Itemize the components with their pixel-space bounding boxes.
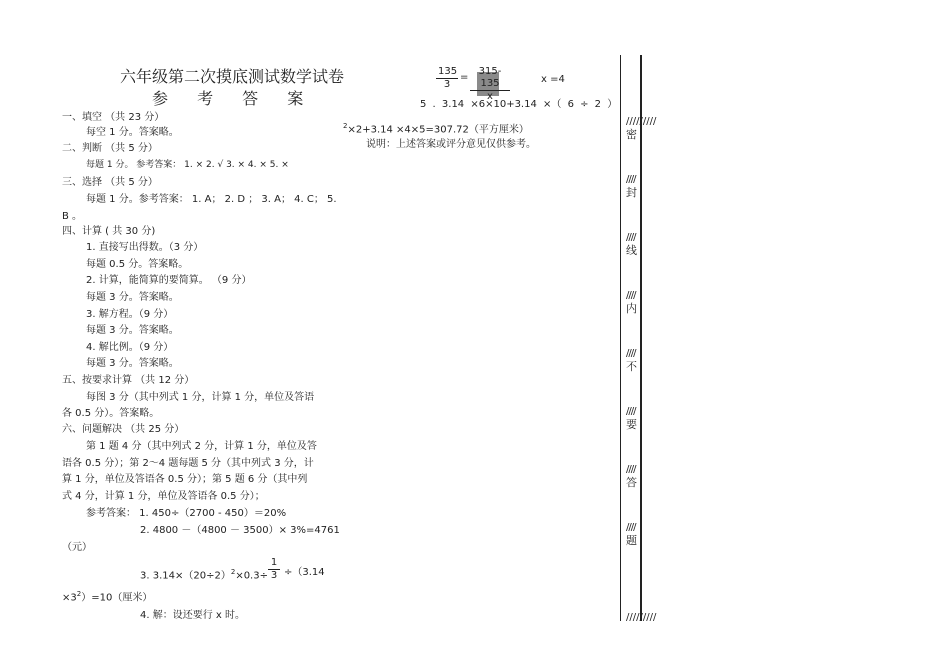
answer-5-cont	[343, 120, 529, 136]
section-3-body-cont: B 。	[62, 211, 83, 222]
answer-3	[140, 566, 268, 582]
section-1-body: 每空 1 分。答案略。	[86, 127, 179, 138]
section-6-body-4: 式 4 分，计算 1 分，单位及答语各 0.5 分）；	[62, 491, 265, 502]
answer-5-exponent: 2	[343, 122, 348, 130]
seal-hatch-top: /////////	[626, 116, 657, 127]
section-2-body: 每题 1 分。 参考答案： 1. × 2. √ 3. × 4. × 5. ×	[86, 160, 289, 170]
note: 说明：上述答案或评分意见仅供参考。	[366, 139, 536, 150]
seal-item-4: //// 内	[626, 290, 637, 315]
section-6-body-2: 语各 0.5 分）；第 2～4 题每题 5 分（其中列式 3 分，计	[62, 458, 314, 469]
binding-line-left	[620, 55, 621, 621]
section-4-item-2-body: 每题 3 分。答案略。	[86, 292, 179, 303]
answer-3-fraction	[268, 557, 280, 582]
seal-char-1: 密	[626, 128, 637, 141]
section-4-heading: 四、计算 ( 共 30 分)	[62, 226, 156, 237]
answer-3-part3: ÷（3.14	[284, 567, 325, 578]
section-4-item-3-body: 每题 3 分。答案略。	[86, 325, 179, 336]
fraction-numerator: 1	[268, 557, 280, 570]
section-5-body: 每图 3 分（其中列式 1 分，计算 1 分，单位及答语	[86, 392, 315, 403]
section-4-item-1-body: 每题 0.5 分。答案略。	[86, 259, 189, 270]
answer-3-part2: ×0.3÷	[235, 570, 268, 582]
page-title: 六年级第二次摸底测试数学试卷	[120, 67, 345, 86]
equation-result: x =4	[541, 74, 565, 85]
section-3-heading: 三、选择 （共 5 分）	[62, 177, 158, 188]
answer-3-exponent: 2	[230, 568, 236, 576]
answer-3-part1: 3. 3.14×（20÷2）	[140, 570, 231, 582]
section-5-heading: 五、按要求计算 （共 12 分）	[62, 375, 195, 386]
answer-3-line2-pre: ×3	[62, 592, 77, 604]
section-4-item-4-body: 每题 3 分。答案略。	[86, 358, 179, 369]
equation-fraction-right-numerator: 315-135	[470, 66, 510, 91]
section-6-body-1: 第 1 题 4 分（其中列式 2 分，计算 1 分，单位及答	[86, 441, 317, 452]
section-4-item-2: 2. 计算，能简算的要简算。 （9 分）	[86, 275, 252, 286]
equation-fraction-left-denominator: 3	[443, 79, 451, 90]
answer-3-line2-exponent: 2	[76, 590, 82, 598]
answer-5-cont-text: ×2+3.14 ×4×5=307.72（平方厘米）	[347, 124, 529, 136]
page-subtitle: 参 考 答 案	[152, 89, 316, 108]
section-4-item-4: 4. 解比例。（9 分）	[86, 342, 174, 353]
seal-item-8: //// 题	[626, 522, 637, 547]
section-6-body-3: 算 1 分，单位及答语各 0.5 分）；第 5 题 6 分（其中列	[62, 474, 308, 485]
section-6-heading: 六、问题解决 （共 25 分）	[62, 424, 185, 435]
binding-line-right	[640, 55, 642, 621]
equation-fraction-left-numerator: 135	[438, 66, 458, 77]
seal-item-3: //// 线	[626, 232, 637, 257]
section-3-body: 每题 1 分。参考答案： 1. A； 2. D ； 3. A； 4. C； 5.	[86, 194, 337, 205]
seal-item-5: //// 不	[626, 348, 637, 373]
section-5-body-cont: 各 0.5 分）。答案略。	[62, 408, 160, 419]
answer-2-unit: （元）	[62, 542, 92, 553]
seal-item-6: //// 要	[626, 406, 637, 431]
section-1-heading: 一、填空 （共 23 分）	[62, 112, 165, 123]
section-4-item-3: 3. 解方程。（9 分）	[86, 309, 174, 320]
answer-2: 2. 4800 －（4800 － 3500）× 3%=4761	[140, 525, 340, 536]
seal-item-7: //// 答	[626, 464, 637, 489]
answer-5: 5 . 3.14 ×6×10+3.14 ×（ 6 ÷ 2 ）	[420, 99, 618, 110]
answer-4: 4. 解：设还要行 x 时。	[140, 610, 245, 621]
fraction-denominator: 3	[270, 570, 278, 581]
section-4-item-1: 1. 直接写出得数。（3 分）	[86, 242, 204, 253]
answer-3-line2-post: ）=10（厘米）	[81, 592, 153, 604]
equation-fraction-left	[436, 66, 458, 91]
seal-item-2: //// 封	[626, 174, 637, 199]
section-2-heading: 二、判断 （共 5 分）	[62, 143, 158, 154]
answer-3-line2	[62, 588, 152, 604]
seal-hatch-bottom: /////////	[626, 612, 657, 623]
equation-equals: =	[460, 72, 469, 83]
equation-fraction-right-denominator: x	[487, 91, 493, 102]
answer-1: 参考答案： 1. 450÷（2700 - 450）＝20%	[86, 508, 287, 519]
